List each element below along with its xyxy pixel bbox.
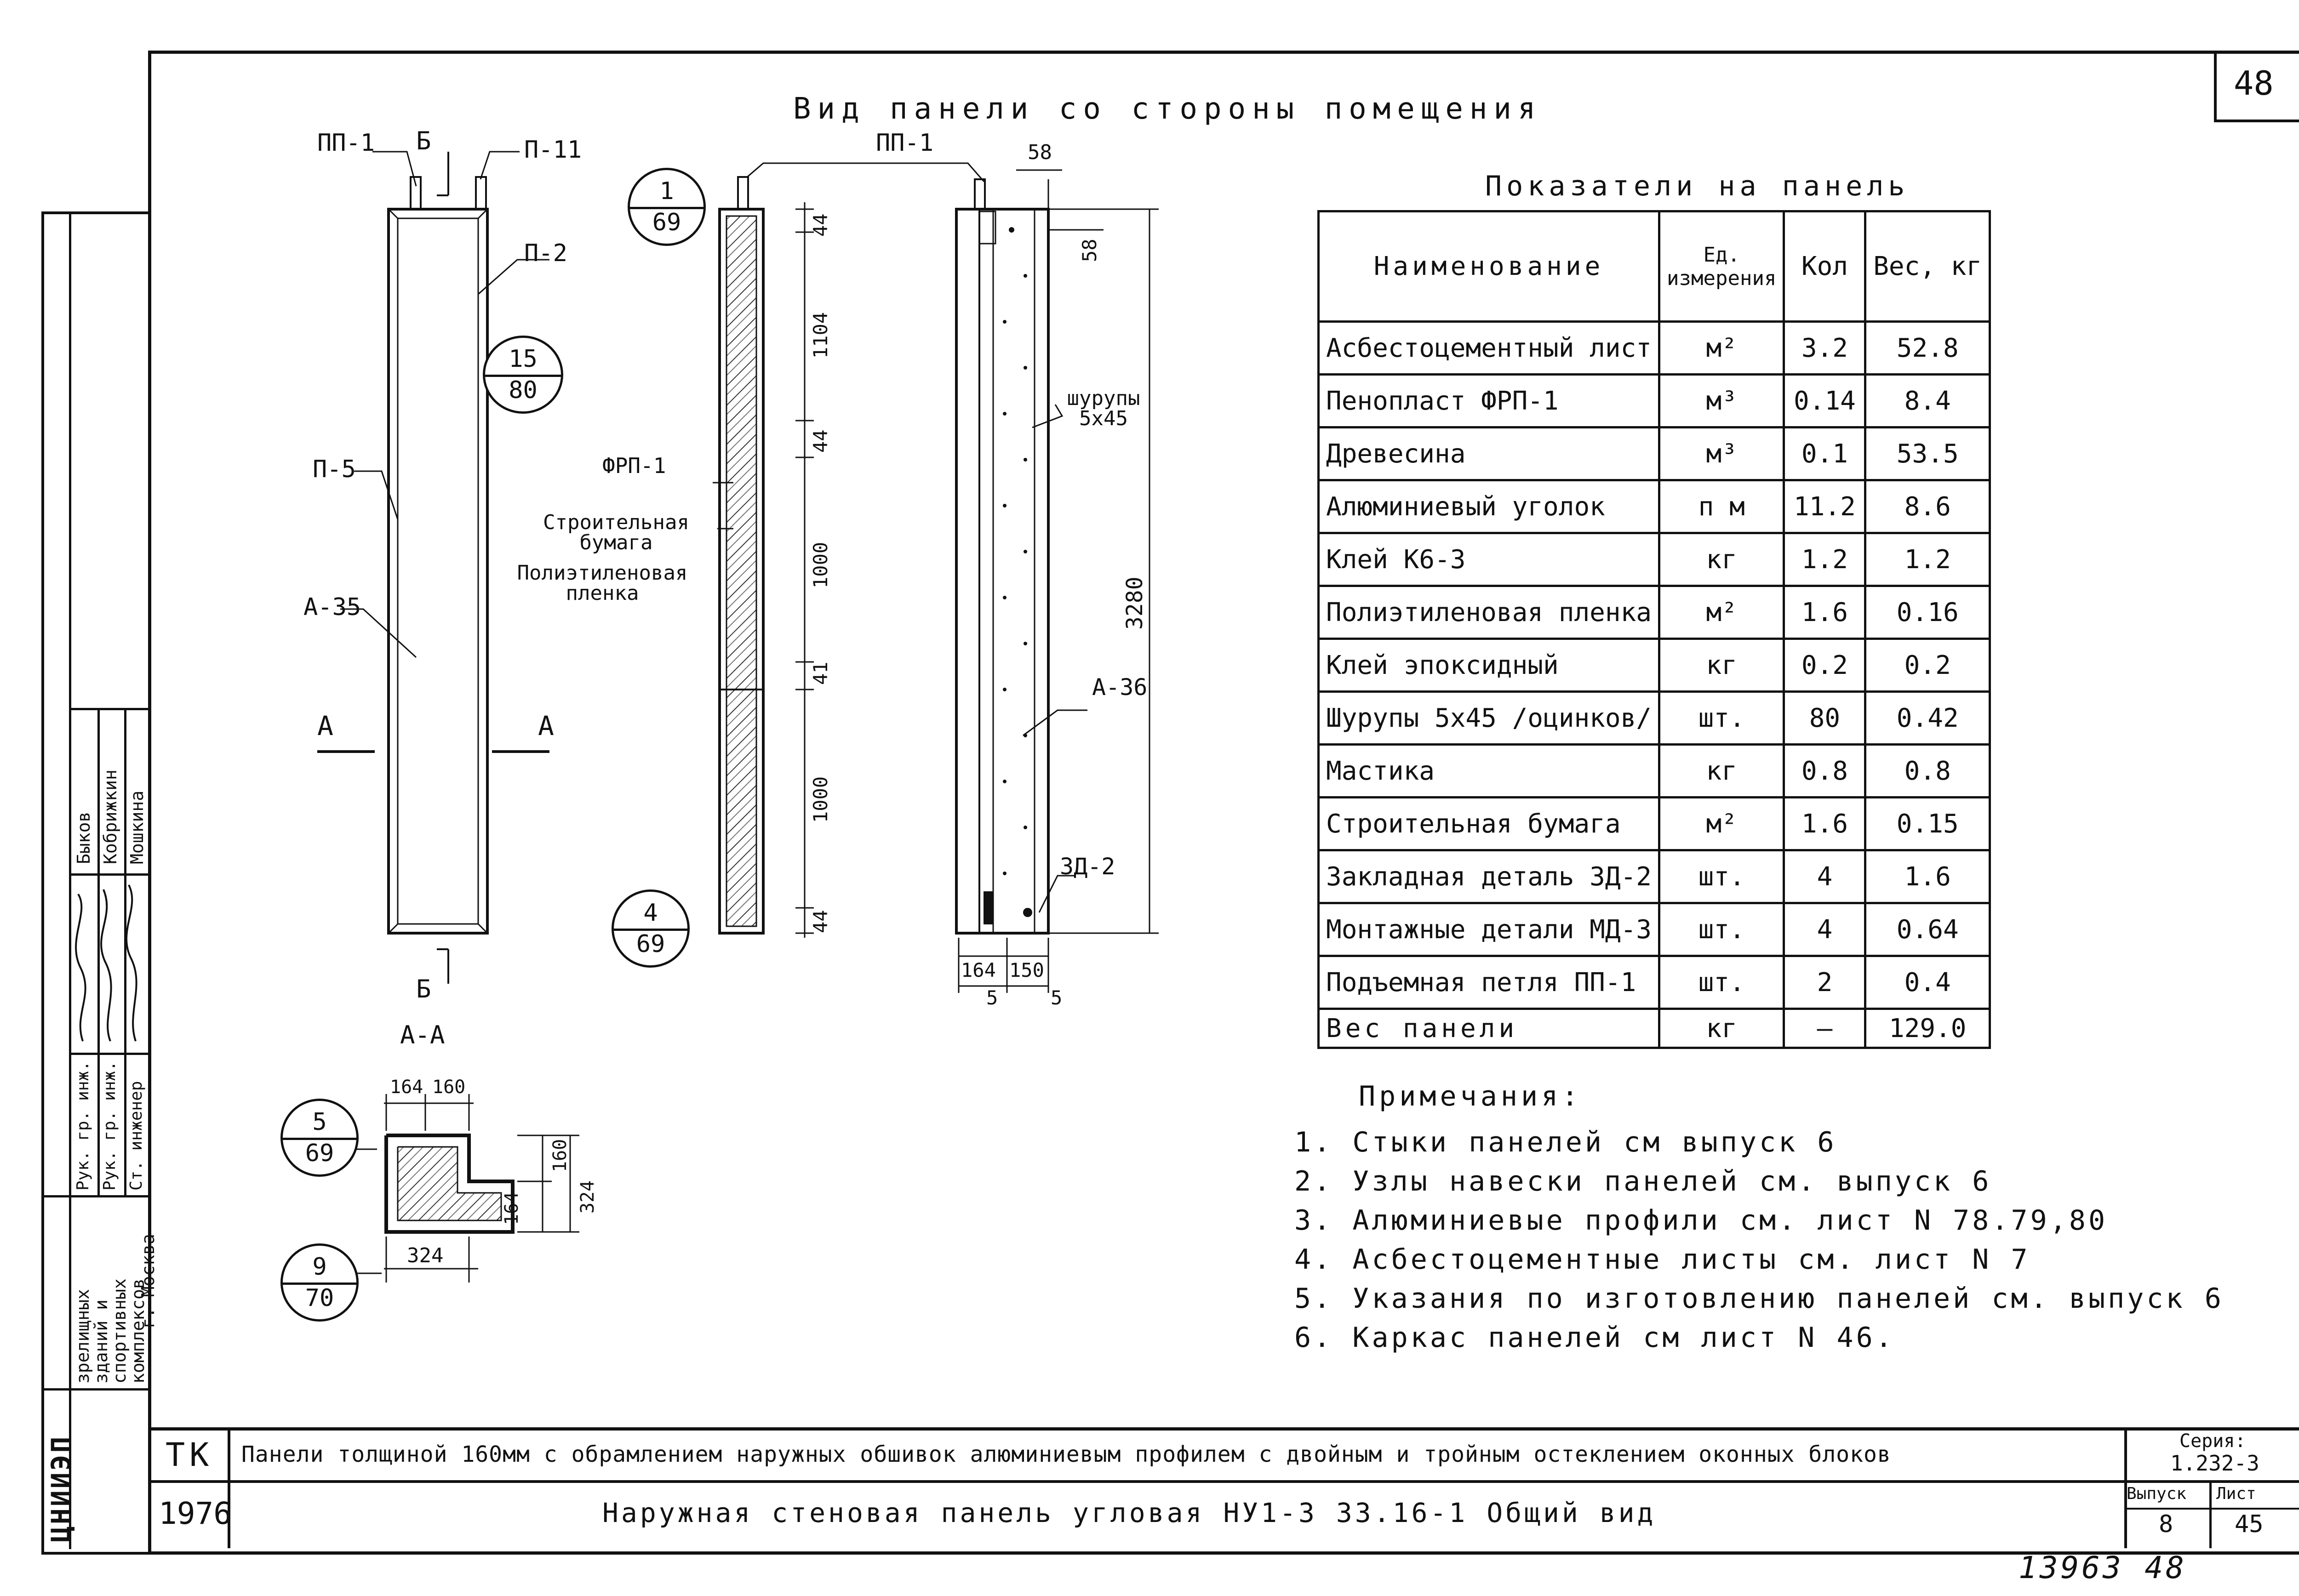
label-b-top: Б (416, 126, 431, 155)
dim-58-v: 58 (1078, 239, 1101, 262)
stamp-role: Рук. гр. инж. (74, 1061, 92, 1191)
dim-5a: 5 (986, 986, 998, 1009)
view-title: Вид панели со стороны помещения (793, 92, 1542, 126)
table-row: Алюминиевый уголок п м 11.2 8.6 (1319, 480, 1990, 533)
label-pp1-mid: ПП-1 (876, 129, 934, 157)
stamp-org-line: комплексов (128, 1278, 148, 1384)
label-pp1: ПП-1 (317, 129, 375, 157)
front-panel-outline (389, 209, 487, 933)
stamp-org-line: г. Москва (138, 1234, 158, 1328)
table-row: Строительная бумага м² 1.6 0.15 (1319, 798, 1990, 850)
callout-4-69: 4 69 (612, 889, 690, 968)
table-row: Монтажные детали МД-3 шт. 4 0.64 (1319, 903, 1990, 956)
handwritten-number: 13963 48 (2019, 1550, 2187, 1585)
label-a-left: А (317, 710, 333, 741)
dim-5b: 5 (1051, 986, 1063, 1009)
col-unit: Ед. измерения (1659, 211, 1784, 322)
stamp-org-line: спортивных (109, 1278, 130, 1384)
table-title: Показатели на панель (1485, 170, 1910, 202)
note-item: 1. Стыки панелей см выпуск 6 (1294, 1126, 1837, 1158)
dim-150: 150 (1009, 959, 1044, 981)
label-p11: П-11 (524, 136, 582, 164)
dim-1000a: 1000 (809, 542, 832, 588)
stamp-signatures (69, 876, 147, 1053)
table-row: Клей эпоксидный кг 0.2 0.2 (1319, 639, 1990, 692)
sheet-number: 48 (2234, 64, 2274, 103)
stamp-org-line: зрелищных (73, 1289, 93, 1384)
sec-dim-160: 160 (432, 1077, 466, 1098)
table-row: Подъемная петля ПП-1 шт. 2 0.4 (1319, 956, 1990, 1009)
label-p2: П-2 (524, 239, 567, 267)
label-a36: А-36 (1092, 674, 1148, 701)
col-name: Наименование (1319, 211, 1659, 322)
stamp-role: Рук. гр. инж. (100, 1061, 119, 1191)
table-row: Асбестоцементный лист м² 3.2 52.8 (1319, 322, 1990, 375)
dim-44b: 44 (809, 429, 832, 453)
sec-dim-164: 164 (390, 1077, 423, 1098)
org-logo: ЦНИИЭП (46, 1435, 77, 1542)
col-qty: Кол (1784, 211, 1865, 322)
label-section-aa: А-А (400, 1020, 445, 1049)
indicators-table (1317, 210, 1991, 1049)
table-row: Клей К6-3 кг 1.2 1.2 (1319, 533, 1990, 586)
series-value: 1.232-3 (2170, 1451, 2259, 1476)
callout-15-80: 15 80 (483, 336, 563, 414)
label-p5: П-5 (313, 456, 356, 483)
dim-41: 41 (809, 661, 832, 685)
callout-1-69: 1 69 (628, 168, 706, 246)
label-str-paper: Строительная бумага (543, 511, 689, 554)
stamp-name: Мошкина (127, 790, 147, 864)
table-row: Пенопласт ФРП-1 м³ 0.14 8.4 (1319, 375, 1990, 428)
dim-164: 164 (961, 959, 996, 981)
dim-1000b: 1000 (809, 776, 832, 823)
issue-value: 8 (2159, 1510, 2173, 1538)
label-a35: А-35 (303, 593, 361, 621)
note-item: 6. Каркас панелей см лист N 46. (1294, 1322, 1895, 1354)
sec-dim-324: 324 (407, 1244, 444, 1267)
label-screws: шурупы 5х45 (1067, 387, 1140, 430)
callout-9-70: 9 70 (280, 1243, 359, 1322)
tk-label: ТК (166, 1436, 214, 1474)
lifting-loop-right (476, 177, 486, 209)
callout-5-69: 5 69 (280, 1099, 359, 1177)
table-row: Древесина м³ 0.1 53.5 (1319, 428, 1990, 480)
series-label: Серия: (2179, 1431, 2246, 1452)
label-a-right: А (538, 710, 554, 741)
stamp-org-line: зданий и (91, 1299, 111, 1384)
list-value: 45 (2235, 1510, 2264, 1538)
list-label: Лист (2216, 1484, 2256, 1503)
year-label: 1976 (159, 1496, 232, 1531)
table-row: Полиэтиленовая пленка м² 1.6 0.16 (1319, 586, 1990, 639)
sheet-title: Наружная стеновая панель угловая НУ1-3 33.16-1 Общий вид (602, 1497, 1656, 1528)
sec-dim-164v: 164 (501, 1191, 522, 1225)
table-row: Шурупы 5х45 /оцинков/ шт. 80 0.42 (1319, 692, 1990, 745)
stamp-role: Ст. инженер (127, 1081, 146, 1191)
table-header-row (1319, 211, 1990, 322)
table-row: Мастика кг 0.8 0.8 (1319, 745, 1990, 798)
stamp-name: Кобрижкин (100, 770, 120, 864)
dim-3280: 3280 (1122, 576, 1148, 630)
table-row: Закладная деталь ЗД-2 шт. 4 1.6 (1319, 850, 1990, 903)
series-title: Панели толщиной 160мм с обрамлением наружных обшивок алюминиевым профилем с двойным и тройным остеклением оконных блоков (241, 1442, 1891, 1467)
label-frp1: ФРП-1 (602, 453, 666, 478)
notes-title: Примечания: (1359, 1080, 1582, 1112)
note-item: 5. Указания по изготовлению панелей см. выпуск 6 (1294, 1282, 2224, 1315)
dim-1104: 1104 (809, 312, 832, 359)
note-item: 3. Алюминиевые профили см. лист N 78.79,80 (1294, 1204, 2108, 1237)
col-weight: Вес, кг (1865, 211, 1990, 322)
sec-dim-324v: 324 (577, 1180, 598, 1214)
label-zd2: ЗД-2 (1060, 853, 1115, 880)
table-row-total: Вес панели кг — 129.0 (1319, 1009, 1990, 1048)
issue-label: Выпуск (2127, 1484, 2187, 1503)
stamp-name: Быков (74, 811, 94, 864)
label-b-bottom: Б (416, 975, 431, 1003)
dim-44a: 44 (809, 213, 832, 237)
note-item: 2. Узлы навески панелей см. выпуск 6 (1294, 1165, 1992, 1197)
label-poly-film: Полиэтиленовая пленка (517, 561, 688, 605)
dim-44c: 44 (809, 910, 832, 933)
note-item: 4. Асбестоцементные листы см. лист N 7 (1294, 1243, 2030, 1276)
dim-58-h: 58 (1028, 141, 1052, 164)
sec-dim-160v: 160 (549, 1139, 571, 1172)
